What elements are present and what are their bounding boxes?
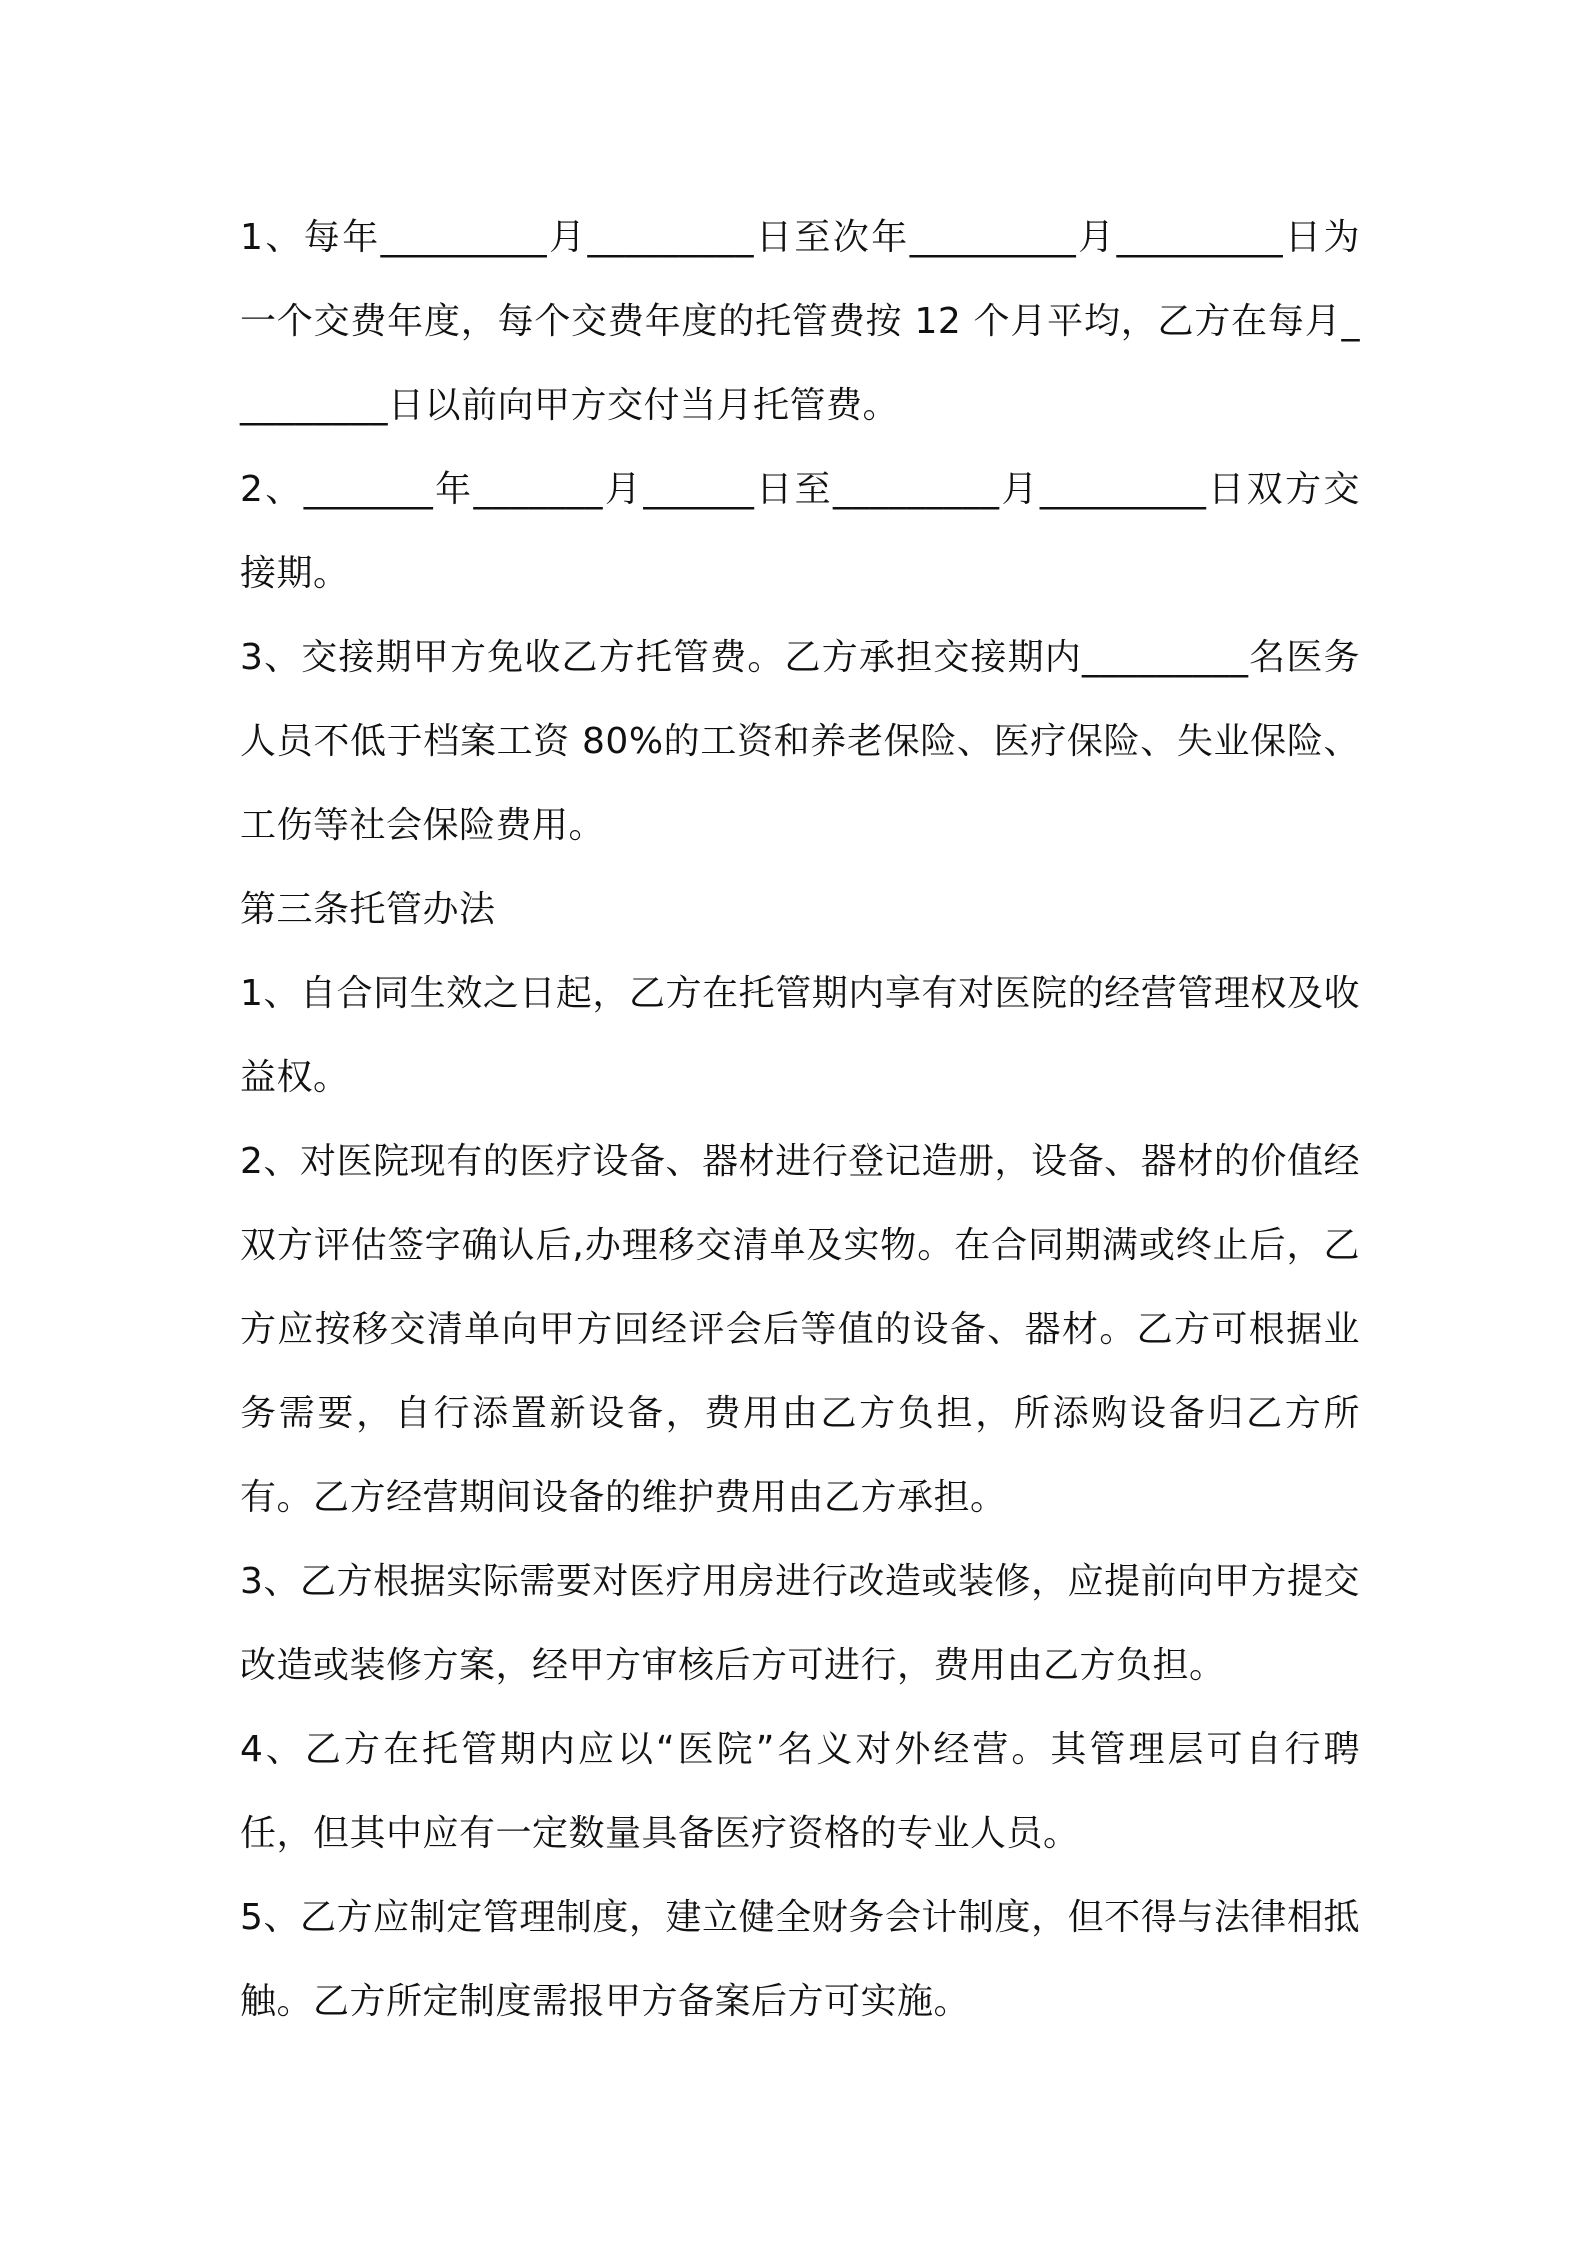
clause-3-item-2: 2、对医院现有的医疗设备、器材进行登记造册，设备、器材的价值经双方评估签字确认后,办理移交清单及实物。在合同期满或终止后，乙方应按移交清单向甲方回经评会后等值的设备、器材。乙方可根据业务需要，自行添置新设备，费用由乙方负担，所添购设备归乙方所有。乙方经营期间设备的维护费用由乙方承担。 xyxy=(240,1141,1360,1518)
clause-2-item-3: 3、交接期甲方免收乙方托管费。乙方承担交接期内_________名医务人员不低于档案工资 80%的工资和养老保险、医疗保险、失业保险、工伤等社会保险费用。 xyxy=(240,637,1360,846)
clause-3-item-3: 3、乙方根据实际需要对医疗用房进行改造或装修，应提前向甲方提交改造或装修方案，经甲方审核后方可进行，费用由乙方负担。 xyxy=(240,1561,1360,1686)
document-body xyxy=(240,196,1360,2044)
clause-3-item-4: 4、乙方在托管期内应以“医院”名义对外经营。其管理层可自行聘任，但其中应有一定数量具备医疗资格的专业人员。 xyxy=(240,1729,1360,1854)
section-heading: 第三条托管办法 xyxy=(240,889,496,930)
clause-3-item-1: 1、自合同生效之日起，乙方在托管期内享有对医院的经营管理权及收益权。 xyxy=(240,973,1360,1098)
clause-3-item-5: 5、乙方应制定管理制度，建立健全财务会计制度，但不得与法律相抵触。乙方所定制度需报甲方备案后方可实施。 xyxy=(240,1897,1360,2022)
clause-2-item-2: 2、_______年_______月______日至_________月_________日双方交接期。 xyxy=(240,469,1360,594)
clause-2-item-1: 1、每年_________月_________日至次年_________月_________日为一个交费年度，每个交费年度的托管费按 12 个月平均，乙方在每月_________日以前向甲方交付当月托管费。 xyxy=(240,217,1360,426)
